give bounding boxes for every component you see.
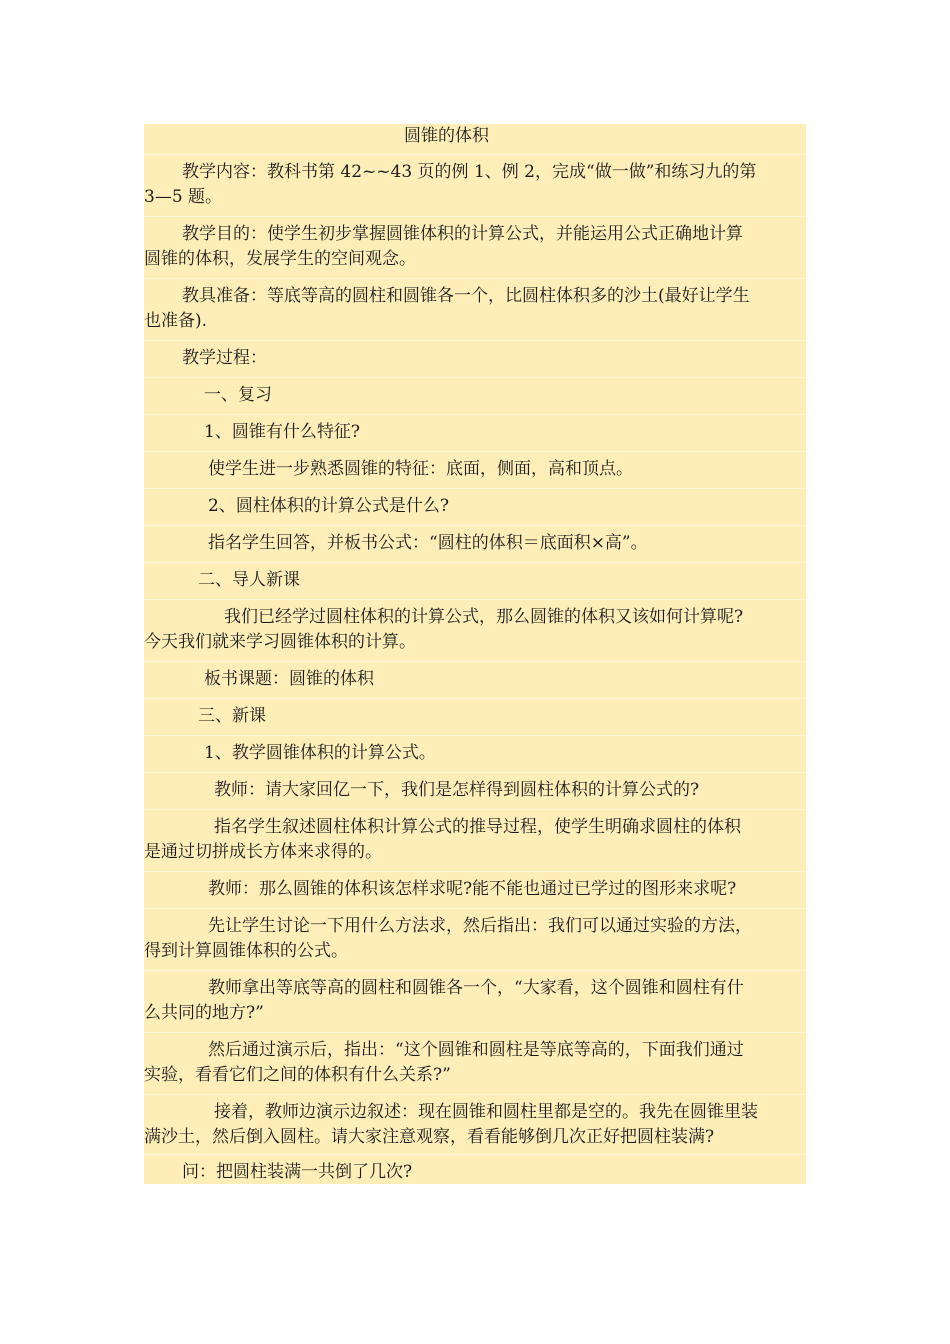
paragraph-line: 是通过切拼成长方体来求得的。 bbox=[144, 842, 382, 862]
paragraph-line: 么共同的地方?” bbox=[144, 1003, 264, 1023]
paragraph-line: 使学生进一步熟悉圆锥的特征：底面，侧面，高和顶点。 bbox=[208, 459, 633, 479]
paragraph-line: 2、圆柱体积的计算公式是什么? bbox=[208, 496, 449, 516]
paragraph-divider bbox=[144, 340, 806, 341]
paragraph-divider bbox=[144, 908, 806, 909]
paragraph-divider bbox=[144, 562, 806, 563]
paragraph-line: 板书课题：圆锥的体积 bbox=[204, 669, 374, 689]
paragraph-divider bbox=[144, 414, 806, 415]
paragraph-divider bbox=[144, 735, 806, 736]
paragraph-line: 教师拿出等底等高的圆柱和圆锥各一个，“大家看，这个圆锥和圆柱有什 bbox=[208, 978, 744, 998]
paragraph-line: 教学内容：教科书第 42~~43 页的例 1、例 2，完成“做一做”和练习九的第 bbox=[182, 162, 757, 182]
paragraph-line: 满沙土，然后倒入圆柱。请大家注意观察，看看能够倒几次正好把圆柱装满? bbox=[144, 1127, 715, 1147]
document-page bbox=[144, 124, 806, 1184]
paragraph-line: 二、导人新课 bbox=[198, 570, 300, 590]
paragraph-line: 今天我们就来学习圆锥体积的计算。 bbox=[144, 632, 416, 652]
paragraph-line: 3—5 题。 bbox=[144, 187, 223, 207]
paragraph-divider bbox=[144, 525, 806, 526]
document-title: 圆锥的体积 bbox=[404, 126, 489, 146]
paragraph-line: 接着，教师边演示边叙述：现在圆锥和圆柱里都是空的。我先在圆锥里装 bbox=[214, 1102, 758, 1122]
paragraph-divider bbox=[144, 377, 806, 378]
paragraph-line: 一、复习 bbox=[204, 385, 272, 405]
paragraph-line: 1、教学圆锥体积的计算公式。 bbox=[204, 743, 436, 763]
paragraph-line: 得到计算圆锥体积的公式。 bbox=[144, 941, 348, 961]
paragraph-divider bbox=[144, 278, 806, 279]
paragraph-line: 教具准备：等底等高的圆柱和圆锥各一个，比圆柱体积多的沙土(最好让学生 bbox=[182, 286, 750, 306]
paragraph-line: 也准备). bbox=[144, 311, 208, 331]
paragraph-divider bbox=[144, 1094, 806, 1095]
paragraph-line: 然后通过演示后，指出：“这个圆锥和圆柱是等底等高的，下面我们通过 bbox=[208, 1040, 744, 1060]
paragraph-line: 问：把圆柱装满一共倒了几次? bbox=[182, 1162, 413, 1182]
paragraph-divider bbox=[144, 216, 806, 217]
paragraph-line: 教学过程： bbox=[182, 348, 267, 368]
paragraph-divider bbox=[144, 451, 806, 452]
paragraph-divider bbox=[144, 698, 806, 699]
paragraph-divider bbox=[144, 871, 806, 872]
paragraph-divider bbox=[144, 154, 806, 155]
paragraph-divider bbox=[144, 970, 806, 971]
paragraph-line: 圆锥的体积，发展学生的空间观念。 bbox=[144, 249, 416, 269]
paragraph-line: 实验，看看它们之间的体积有什么关系?” bbox=[144, 1065, 451, 1085]
paragraph-divider bbox=[144, 599, 806, 600]
paragraph-line: 教师：请大家回亿一下，我们是怎样得到圆柱体积的计算公式的? bbox=[214, 780, 700, 800]
paragraph-line: 我们已经学过圆柱体积的计算公式，那么圆锥的体积又该如何计算呢? bbox=[224, 607, 744, 627]
paragraph-divider bbox=[144, 1154, 806, 1155]
paragraph-line: 先让学生讨论一下用什么方法求，然后指出：我们可以通过实验的方法， bbox=[208, 916, 752, 936]
paragraph-divider bbox=[144, 809, 806, 810]
paragraph-line: 三、新课 bbox=[198, 706, 266, 726]
paragraph-line: 1、圆锥有什么特征? bbox=[204, 422, 360, 442]
paragraph-divider bbox=[144, 661, 806, 662]
paragraph-line: 指名学生叙述圆柱体积计算公式的推导过程，使学生明确求圆柱的体积 bbox=[214, 817, 741, 837]
paragraph-divider bbox=[144, 772, 806, 773]
paragraph-line: 指名学生回答，并板书公式：“圆柱的体积＝底面积×高”。 bbox=[208, 533, 648, 553]
paragraph-line: 教学目的：使学生初步掌握圆锥体积的计算公式，并能运用公式正确地计算 bbox=[182, 224, 743, 244]
paragraph-divider bbox=[144, 488, 806, 489]
paragraph-divider bbox=[144, 1032, 806, 1033]
paragraph-line: 教师：那么圆锥的体积该怎样求呢?能不能也通过已学过的图形来求呢? bbox=[208, 879, 737, 899]
